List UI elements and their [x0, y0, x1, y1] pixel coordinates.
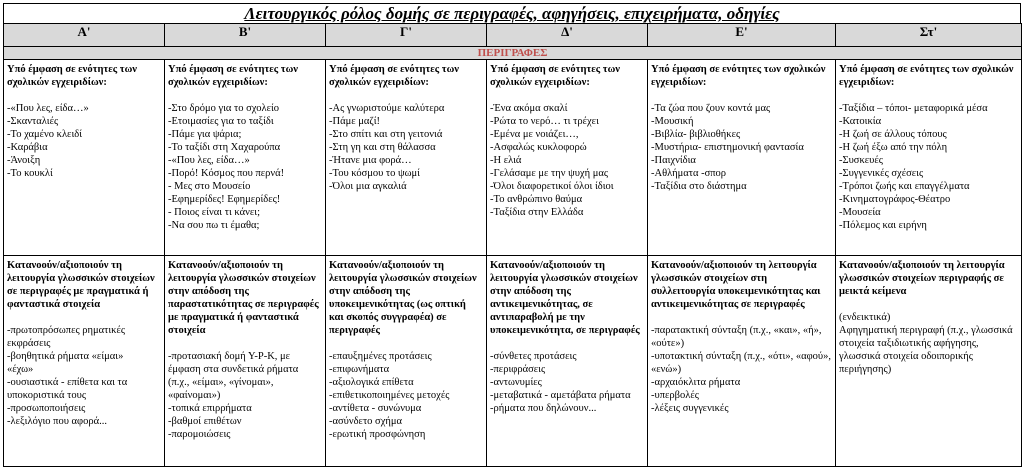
list-item: -Βιβλία- βιβλιοθήκες [651, 129, 741, 140]
column-header: Δ' [487, 24, 648, 47]
document-title: Λειτουργικός ρόλος δομής σε περιγραφές, αφηγήσεις, επιχειρήματα, οδηγίες [3, 3, 1021, 23]
list-item: -προσωποποιήσεις [7, 403, 86, 414]
list-item: -Ας γνωριστούμε καλύτερα [329, 103, 445, 114]
list-item: -Το ταξίδι στη Χαχαρούπα [168, 142, 281, 153]
list-item: -«Που λες, είδα…» [168, 155, 250, 166]
list-item: -Συγγενικές σχέσεις [839, 168, 924, 179]
list-item: -Ασφαλώς κυκλοφορώ [490, 142, 587, 153]
cell-heading: Κατανοούν/αξιοποιούν τη λειτουργία γλωσσικών στοιχείων σε περιγραφές με πραγματικά ή φανταστικά στοιχεία [7, 260, 155, 310]
list-item: -Στη γη και στη θάλασσα [329, 142, 436, 153]
list-item: -περιφράσεις [490, 364, 546, 375]
list-item: -Πάμε μαζί! [329, 116, 381, 127]
section-title: ΠΕΡΙΓΡΑΦΕΣ [4, 47, 1022, 60]
list-item: -Καράβια [7, 142, 48, 153]
list-item: -Τρόποι ζωής και επαγγέλματα [839, 181, 970, 192]
list-item: -ουσιαστικά - επίθετα και τα υποκοριστικά τους [7, 377, 128, 401]
list-item: -Ταξίδια στην Ελλάδα [490, 207, 584, 218]
column-header: Β' [165, 24, 326, 47]
language-elements-row [4, 256, 1022, 467]
list-item: Αφηγηματική περιγραφή (π.χ., γλωσσικά στοιχεία ταξιδιωτικής αφήγησης, γλωσσικά στοιχεία οδοιπορικής περιήγησης) [839, 325, 1013, 375]
list-item: -πρωτοπρόσωπες ρηματικές εκφράσεις [7, 325, 126, 349]
list-item: -Σκανταλιές [7, 116, 59, 127]
table-cell [648, 256, 836, 467]
list-item: -ασύνδετο σχήμα [329, 416, 402, 427]
cell-heading: Υπό έμφαση σε ενότητες των σχολικών εγχειριδίων: [329, 64, 459, 88]
list-item: «έχω» [7, 364, 34, 375]
cell-heading: Υπό έμφαση σε ενότητες των σχολικών εγχειριδίων: [168, 64, 298, 88]
list-item: -Συσκευές [839, 155, 883, 166]
list-item: -αντωνυμίες [490, 377, 542, 388]
cell-heading: Κατανοούν/αξιοποιούν τη λειτουργία γλωσσικών στοιχείων στην απόδοση της παραστατικότητας σε περιγραφές με πραγματικά ή φανταστικά στοιχεία [168, 260, 319, 336]
list-item: -Η ζωή έξω από την πόλη [839, 142, 948, 153]
table-cell [836, 60, 1022, 256]
units-row [4, 60, 1022, 256]
cell-heading: Υπό έμφαση σε ενότητες των σχολικών εγχειριδίων: [839, 64, 1014, 88]
list-item: -Ήτανε μια φορά… [329, 155, 412, 166]
cell-heading: Υπό έμφαση σε ενότητες των σχολικών εγχειριδίων: [7, 64, 137, 88]
column-header-row [4, 24, 1022, 47]
table-cell [326, 256, 487, 467]
cell-heading: Κατανοούν/αξιοποιούν τη λειτουργία γλωσσικών στοιχείων στην απόδοση της υποκειμενικότητας (ως οπτική και σκοπός συγγραφέα) σε περιγραφές [329, 260, 477, 336]
list-item: -ερωτική προσφώνηση [329, 429, 426, 440]
cell-heading: Υπό έμφαση σε ενότητες των σχολικών εγχειριδίων: [651, 64, 826, 88]
list-item: -Να σου πω τι έμαθα; [168, 220, 260, 231]
list-item: -λεξιλόγιο που αφορά... [7, 416, 107, 427]
list-item: -Εφημερίδες! Εφημερίδες! [168, 194, 281, 205]
list-item: -υπερβολές [651, 390, 699, 401]
list-item: -Του κόσμου το ψωμί [329, 168, 420, 179]
list-item: -Ένα ακόμα σκαλί [490, 103, 568, 114]
list-item: -Στο δρόμο για το σχολείο [168, 103, 280, 114]
list-item: -προτασιακή δομή Υ-Ρ-Κ, με έμφαση στα συνδετικά ρήματα (π.χ., «είμαι», «γίνομαι», «φαίνομαι») [168, 351, 299, 401]
list-item: -Γελάσαμε με την ψυχή μας [490, 168, 608, 179]
list-item: -Πόλεμος και ειρήνη [839, 220, 927, 231]
list-item: -Άνοιξη [7, 155, 41, 166]
cell-heading: Υπό έμφαση σε ενότητες των σχολικών εγχειριδίων: [490, 64, 620, 88]
list-item: -επιθετικοποιημένες μετοχές [329, 390, 450, 401]
list-item: (ενδεικτικά) [839, 312, 891, 323]
list-item: -Ετοιμασίες για το ταξίδι [168, 116, 274, 127]
section-row [4, 47, 1022, 60]
list-item: -Κατοικία [839, 116, 882, 127]
table-cell [326, 60, 487, 256]
list-item: -Το κουκλί [7, 168, 53, 179]
list-item: - Ποιος είναι τι κάνει; [168, 207, 261, 218]
list-item: -Στο σπίτι και στη γειτονιά [329, 129, 443, 140]
list-item: -αξιολογικά επίθετα [329, 377, 414, 388]
list-item: -επιφωνήματα [329, 364, 390, 375]
column-header: Α' [4, 24, 165, 47]
table-cell [487, 60, 648, 256]
list-item: -βοηθητικά ρήματα «είμαι» [7, 351, 124, 362]
list-item: -Παιχνίδια [651, 155, 696, 166]
list-item: -Το ανθρώπινο θαύμα [490, 194, 583, 205]
list-item: -Η ελιά [490, 155, 522, 166]
list-item: -Όλοι μια αγκαλιά [329, 181, 407, 192]
column-header: Γ' [326, 24, 487, 47]
list-item: -Κινηματογράφος-Θέατρο [839, 194, 951, 205]
table-cell [4, 256, 165, 467]
list-item: -Μουσική [651, 116, 694, 127]
list-item: -Ταξίδια – τόποι- μεταφορικά μέσα [839, 103, 988, 114]
list-item: -Ταξίδια στο διάστημα [651, 181, 747, 192]
list-item: - Μες στο Μουσείο [168, 181, 251, 192]
cell-heading: Κατανοούν/αξιοποιούν τη λειτουργία γλωσσικών στοιχείων στη συλλειτουργία υποκειμενικότητας και αντικειμενικότητας σε περιγραφές [651, 260, 821, 310]
list-item: -τοπικά επιρρήματα [168, 403, 252, 414]
table-cell [165, 60, 326, 256]
list-item: -Μουσεία [839, 207, 881, 218]
list-item: -Όλοι διαφορετικοί όλοι ίδιοι [490, 181, 614, 192]
table-cell [4, 60, 165, 256]
list-item: -Πορό! Κόσμος που περνά! [168, 168, 285, 179]
list-item: -επαυξημένες προτάσεις [329, 351, 432, 362]
list-item: -παρομοιώσεις [168, 429, 231, 440]
list-item: -Αθλήματα -σπορ [651, 168, 727, 179]
column-header: Ε' [648, 24, 836, 47]
list-item: -Πάμε για ψάρια; [168, 129, 242, 140]
list-item: -υποτακτική σύνταξη (π.χ., «ότι», «αφού», «ενώ») [651, 351, 831, 375]
list-item: -Μυστήρια- επιστημονική φαντασία [651, 142, 804, 153]
list-item: -μεταβατικά - αμετάβατα ρήματα [490, 390, 631, 401]
table-cell [648, 60, 836, 256]
list-item: -αρχαιόκλιτα ρήματα [651, 377, 741, 388]
list-item: -αντίθετα - συνώνυμα [329, 403, 422, 414]
cell-heading: Κατανοούν/αξιοποιούν τη λειτουργία γλωσσικών στοιχείων στην απόδοση της αντικειμενικότητας, σε αντιπαραβολή με την υποκειμενικότητα, σε περιγραφές [490, 260, 640, 336]
list-item: -Εμένα με νοιάζει…, [490, 129, 579, 140]
curriculum-table [3, 23, 1022, 467]
list-item: -λέξεις συγγενικές [651, 403, 729, 414]
list-item: -βαθμοί επιθέτων [168, 416, 242, 427]
list-item: -«Που λες, είδα…» [7, 103, 89, 114]
list-item: -Η ζωή σε άλλους τόπους [839, 129, 947, 140]
list-item: -ρήματα που δηλώνουν... [490, 403, 597, 414]
list-item: -σύνθετες προτάσεις [490, 351, 577, 362]
cell-heading: Κατανοούν/αξιοποιούν τη λειτουργία γλωσσικών στοιχείων περιγραφής σε μεικτά κείμενα [839, 260, 1005, 297]
table-cell [487, 256, 648, 467]
table-cell [165, 256, 326, 467]
list-item: -παρατακτική σύνταξη (π.χ., «και», «ή», «ούτε») [651, 325, 822, 349]
list-item: -Το χαμένο κλειδί [7, 129, 83, 140]
list-item: -Ρώτα το νερό… τι τρέχει [490, 116, 599, 127]
column-header: Στ' [836, 24, 1022, 47]
list-item: -Τα ζώα που ζουν κοντά μας [651, 103, 771, 114]
table-cell [836, 256, 1022, 467]
